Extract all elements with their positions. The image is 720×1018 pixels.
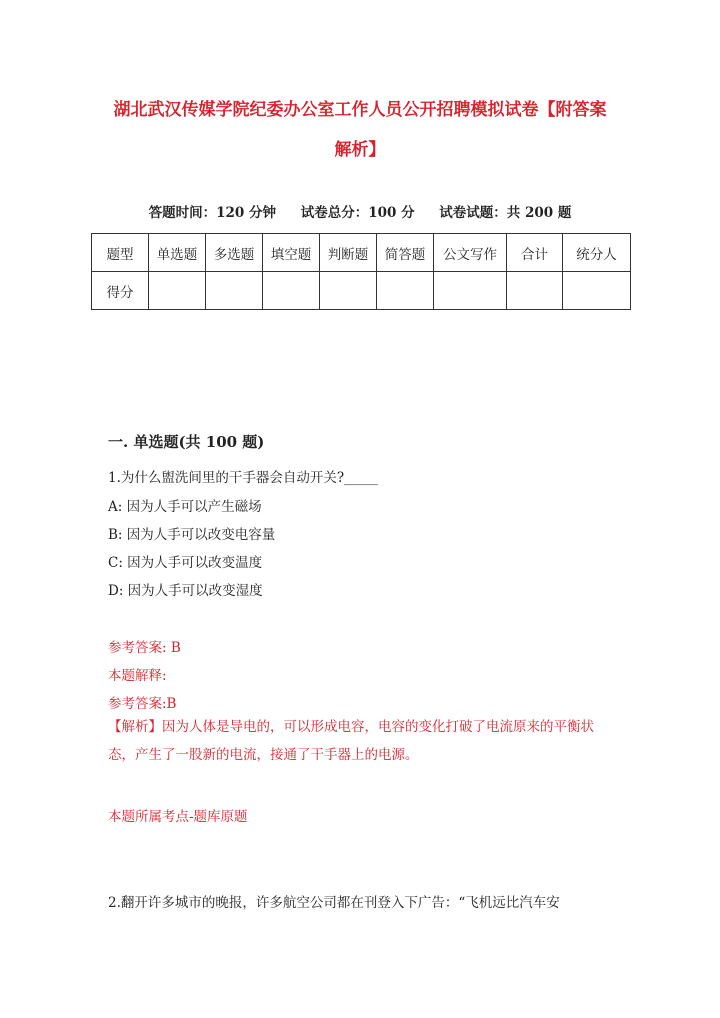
table-cell: 得分 xyxy=(92,272,149,310)
table-header-cell: 多选题 xyxy=(206,234,263,272)
table-cell xyxy=(507,272,563,310)
document-title-line2: 解析】 xyxy=(334,140,386,160)
table-cell xyxy=(563,272,631,310)
total-score: 试卷总分：100 分 xyxy=(300,205,415,221)
score-table-header-row xyxy=(92,234,631,272)
table-cell xyxy=(377,272,434,310)
score-table xyxy=(91,233,631,310)
table-header-cell: 简答题 xyxy=(377,234,434,272)
reference-answer-2: 参考答案:B xyxy=(108,696,177,712)
table-cell xyxy=(320,272,377,310)
table-cell xyxy=(263,272,320,310)
table-header-cell: 题型 xyxy=(92,234,149,272)
score-table-score-row xyxy=(92,272,631,310)
question-source: 本题所属考点-题库原题 xyxy=(108,809,248,825)
table-header-cell: 合计 xyxy=(507,234,563,272)
question-1-stem: 1.为什么盥洗间里的干手器会自动开关?_____ xyxy=(108,470,378,486)
table-header-cell: 填空题 xyxy=(263,234,320,272)
option-b: B: 因为人手可以改变电容量 xyxy=(108,527,276,543)
table-header-cell: 统分人 xyxy=(563,234,631,272)
document-title-line1: 湖北武汉传媒学院纪委办公室工作人员公开招聘模拟试卷【附答案 xyxy=(113,100,607,120)
table-cell xyxy=(206,272,263,310)
reference-answer: 参考答案: B xyxy=(108,640,181,656)
table-cell xyxy=(149,272,206,310)
exam-time: 答题时间：120 分钟 xyxy=(148,205,276,221)
explanation-label: 本题解释: xyxy=(108,668,167,684)
option-a: A: 因为人手可以产生磁场 xyxy=(108,499,262,515)
exam-meta xyxy=(0,201,720,221)
question-2-stem: 2.翻开许多城市的晚报，许多航空公司都在刊登入下广告：“飞机远比汽车安 xyxy=(108,895,560,911)
table-header-cell: 单选题 xyxy=(149,234,206,272)
total-questions: 试卷试题：共 200 题 xyxy=(439,205,572,221)
analysis-text: 【解析】因为人体是导电的，可以形成电容，电容的变化打破了电流原来的平衡状态，产生了一股新的电流，接通了干手器上的电源。 xyxy=(108,719,594,763)
table-header-cell: 判断题 xyxy=(320,234,377,272)
table-header-cell: 公文写作 xyxy=(434,234,507,272)
option-d: D: 因为人手可以改变湿度 xyxy=(108,583,263,599)
section-heading: 一. 单选题(共 100 题) xyxy=(108,433,265,451)
option-c: C: 因为人手可以改变温度 xyxy=(108,555,263,571)
table-cell xyxy=(434,272,507,310)
